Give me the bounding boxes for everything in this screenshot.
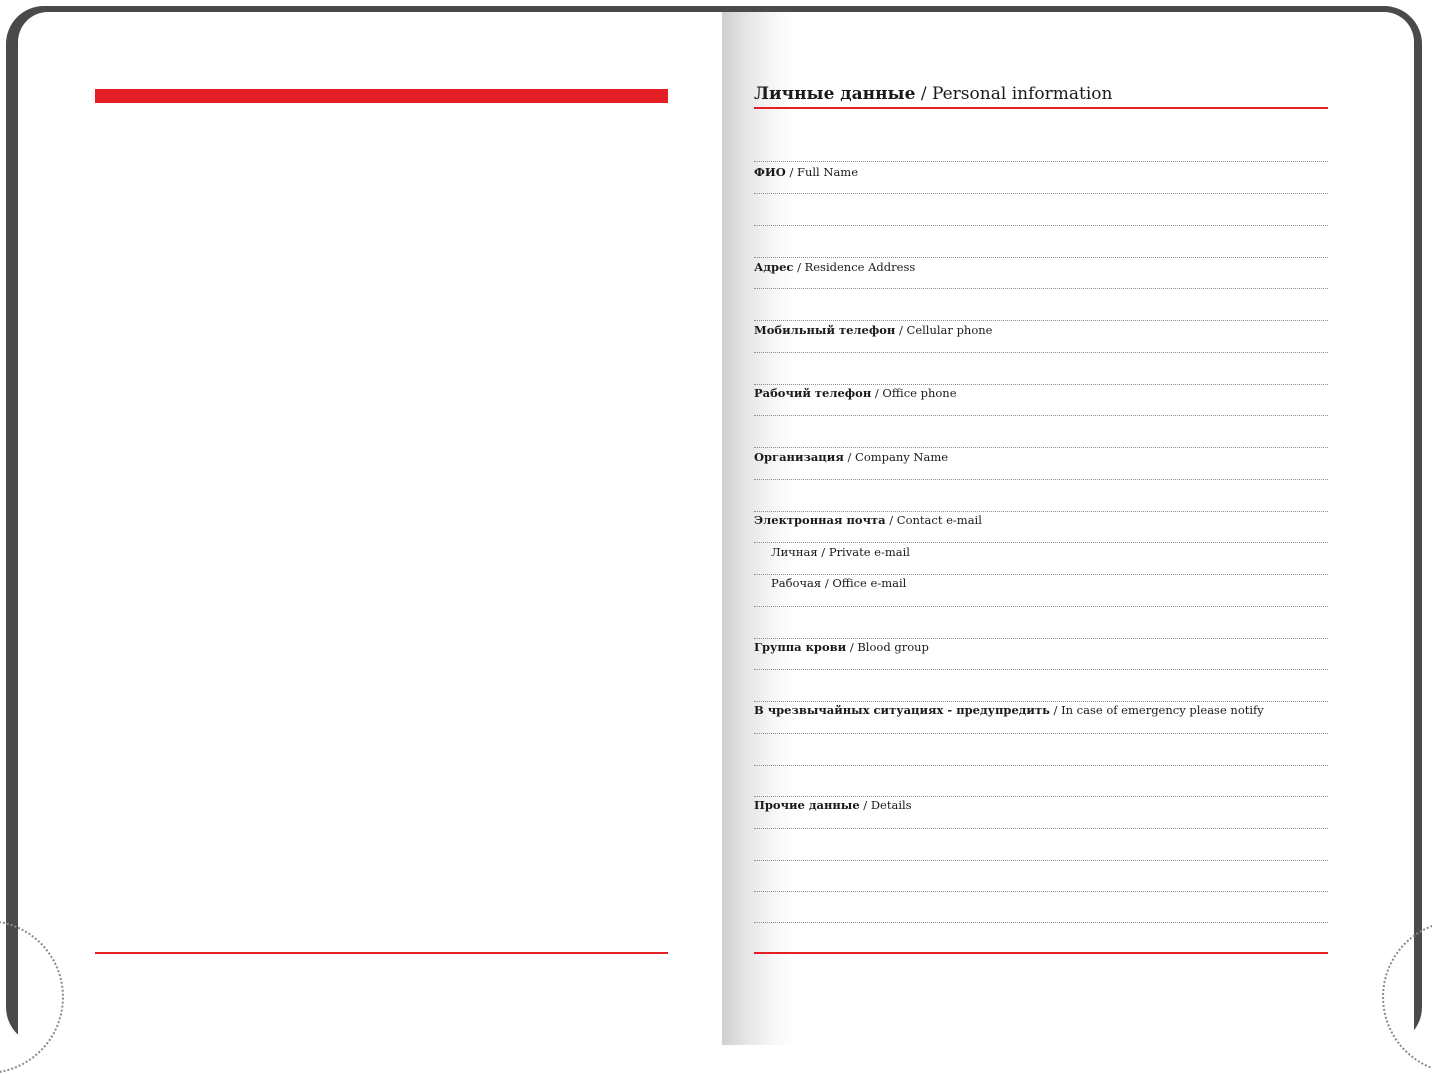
write-line[interactable] [754,701,1328,702]
field-label-mobile-phone: Мобильный телефон / Cellular phone [754,323,993,337]
write-line[interactable] [754,796,1328,797]
write-line[interactable] [754,257,1328,258]
write-line[interactable] [754,574,1328,575]
field-label-company: Организация / Company Name [754,450,949,464]
write-line[interactable] [754,352,1328,353]
write-line[interactable] [754,193,1328,194]
field-label-details: Прочие данные / Details [754,798,912,812]
bottom-red-line-right [754,952,1328,954]
write-line[interactable] [754,447,1328,448]
write-line[interactable] [754,922,1328,923]
write-line[interactable] [754,891,1328,892]
write-line[interactable] [754,828,1328,829]
write-line[interactable] [754,606,1328,607]
field-label-full-name: ФИО / Full Name [754,165,859,179]
write-line[interactable] [754,765,1328,766]
top-red-bar [95,89,668,103]
field-label-private-email: Личная / Private e-mail [771,545,910,559]
write-line[interactable] [754,479,1328,480]
left-page [18,12,722,1045]
page-title-en: / Personal information [920,84,1113,104]
write-line[interactable] [754,638,1328,639]
write-line[interactable] [754,860,1328,861]
field-label-blood-group: Группа крови / Blood group [754,640,929,654]
page-title-ru: Личные данные [754,84,916,104]
write-line[interactable] [754,288,1328,289]
field-label-email: Электронная почта / Contact e-mail [754,513,982,527]
write-line[interactable] [754,320,1328,321]
field-label-emergency: В чрезвычайных ситуациях - предупредить / In case of emergency please notify [754,703,1264,717]
write-line[interactable] [754,542,1328,543]
write-line[interactable] [754,669,1328,670]
write-line[interactable] [754,384,1328,385]
write-line[interactable] [754,511,1328,512]
page-title [754,84,1328,109]
right-page [722,12,1414,1045]
write-line[interactable] [754,733,1328,734]
bottom-red-line-left [95,952,668,954]
field-label-office-email: Рабочая / Office e-mail [771,576,907,590]
write-line[interactable] [754,161,1328,162]
write-line[interactable] [754,415,1328,416]
field-label-address: Адрес / Residence Address [754,260,916,274]
write-line[interactable] [754,225,1328,226]
field-label-office-phone: Рабочий телефон / Office phone [754,386,957,400]
